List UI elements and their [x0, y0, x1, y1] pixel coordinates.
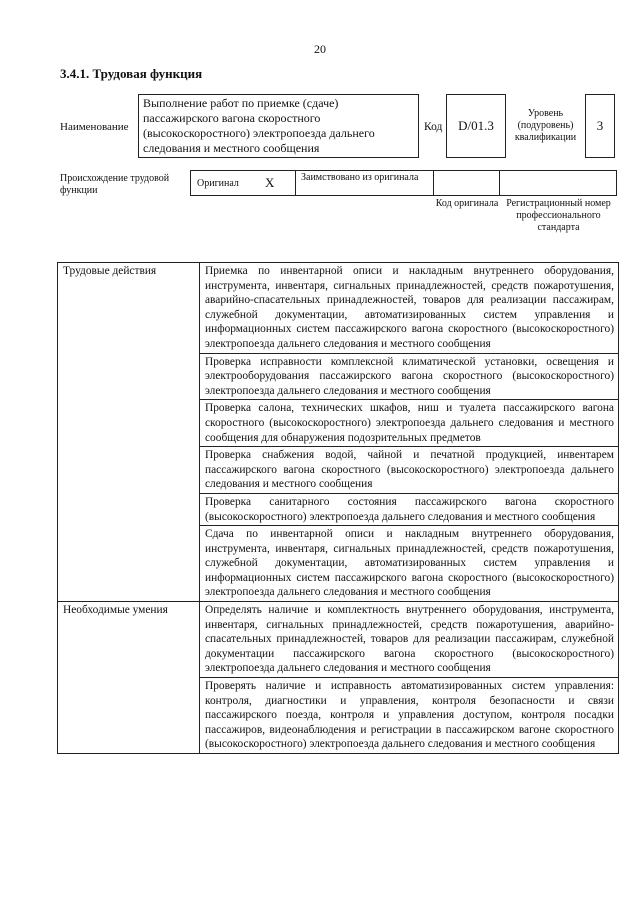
table-cell: Проверять наличие и исправность автоматизированных систем управления: контроля, диагностики и управления, контроля безопасности и связи пассажирского поезда, контроля и управления доступом, контроля посадки пассажиров, видеонаблюдения и регистрации в пассажирском вагоне скоростного (высокоскоростного) электропоезда дальнего следования и местного сообщения — [200, 678, 619, 754]
origin-row — [190, 170, 617, 196]
original-cell — [191, 171, 296, 195]
table-cell: Проверка снабжения водой, чайной и печатной продукцией, инвентарем пассажирского вагона скоростного (высокоскоростного) электропоезда дальнего следования и местного сообщения — [200, 447, 619, 494]
section-label: Трудовые действия — [58, 263, 200, 602]
borrowed-label: Заимствовано из оригинала — [301, 172, 419, 183]
name-label: Наименование — [60, 121, 129, 133]
table-cell: Сдача по инвентарной описи и накладным внутреннего оборудования, инструмента, инвентаря, сигнальных принадлежностей, средств пожаротушения, служебной документации, автоматизированных систем управления и информационных систем пассажирского вагона скоростного (высокоскоростного) электропоезда дальнего следования и местного сообщения — [200, 526, 619, 602]
original-mark: X — [265, 175, 275, 190]
table-row — [58, 263, 619, 354]
divider — [433, 171, 434, 195]
table-row — [58, 602, 619, 678]
original-label: Оригинал — [197, 178, 239, 189]
section-label: Необходимые умения — [58, 602, 200, 754]
table-cell: Проверка исправности комплексной климатической установки, освещения и электрооборудования пассажирского вагона скоростного (высокоскоростного) электропоезда дальнего следования и местного сообщения — [200, 353, 619, 400]
level-value: 3 — [585, 94, 615, 158]
reg-number-caption: Регистрационный номер профессионального стандарта — [506, 198, 611, 233]
origin-label: Происхождение трудовой функции — [60, 173, 170, 196]
function-table — [57, 262, 619, 754]
table-cell: Приемка по инвентарной описи и накладным внутреннего оборудования, инструмента, инвентаря, сигнальных принадлежностей, средств пожаротушения, аварийно-спасательных принадлежностей, товаров для реализации пассажирам, служебной документации, автоматизированных систем управления и информационных систем пассажирского вагона скоростного (высокоскоростного) электропоезда дальнего следования и местного сообщения — [200, 263, 619, 354]
table-cell: Определять наличие и комплектность внутреннего оборудования, инструмента, инвентаря, сигнальных принадлежностей, средств пожаротушения, аварийно-спасательных принадлежностей, товаров для реализации пассажирам, служебной документации пассажирского вагона скоростного (высокоскоростного) электропоезда дальнего следования и местного сообщения — [200, 602, 619, 678]
page-number: 20 — [314, 42, 326, 56]
code-label: Код — [424, 121, 443, 133]
table-cell: Проверка санитарного состояния пассажирского вагона скоростного (высокоскоростного) электропоезда дальнего следования и местного сообщения — [200, 493, 619, 525]
level-label: Уровень (подуровень) квалификации — [514, 108, 577, 143]
code-value: D/01.3 — [446, 94, 506, 158]
section-title: 3.4.1. Трудовая функция — [60, 66, 203, 81]
table-cell: Проверка салона, технических шкафов, ниш и туалета пассажирского вагона скоростного (высокоскоростного) электропоезда дальнего следования и местного сообщения для обнаружения подозрительных предметов — [200, 400, 619, 447]
divider — [499, 171, 500, 195]
code-original-caption: Код оригинала — [435, 198, 499, 209]
name-value: Выполнение работ по приемке (сдаче) пассажирского вагона скоростного (высокоскоростного) электропоезда дальнего следования и местного сообщения — [138, 94, 419, 158]
